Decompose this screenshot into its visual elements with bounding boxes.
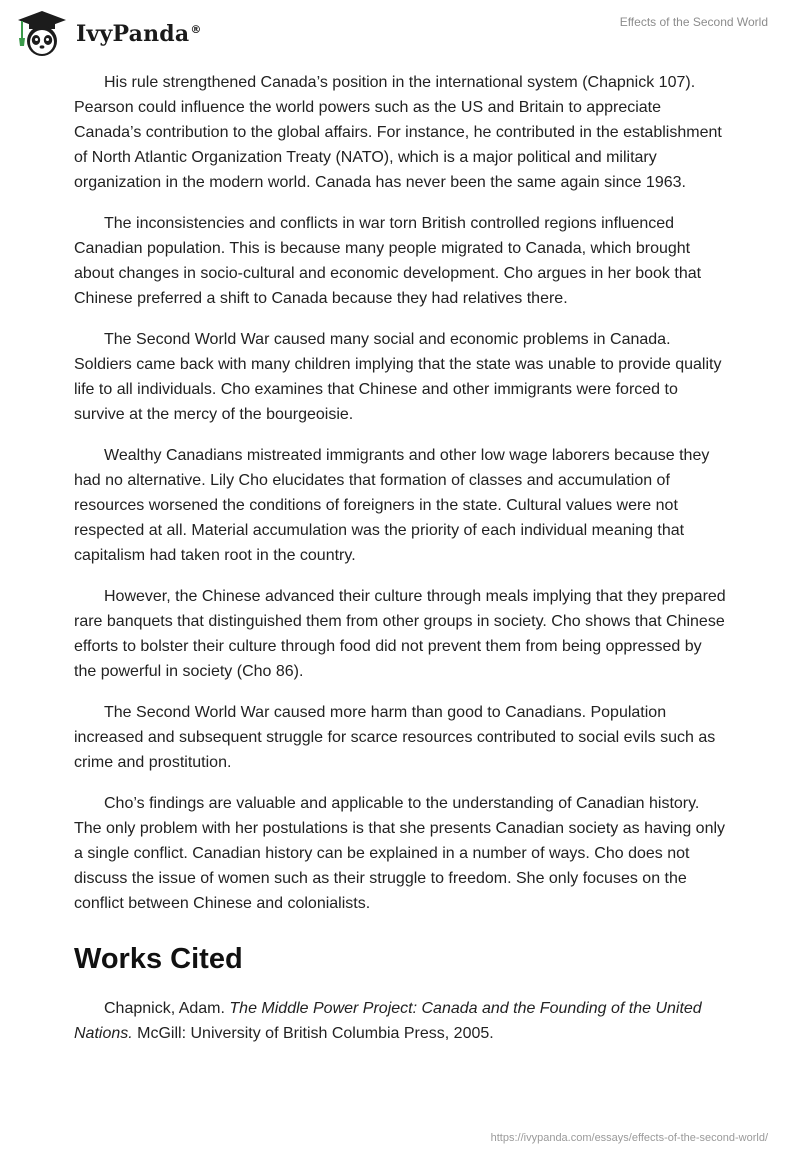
paragraph: The inconsistencies and conflicts in war torn British controlled regions influenced Canadian population. This is because many people migrated to Canada, which brought about changes in socio-cultural and economic development. Cho argues in her book that Chinese preferred a shift to Canada because they had relatives there. <box>74 215 702 307</box>
paragraph: However, the Chinese advanced their culture through meals implying that they prepared rare banquets that distinguished them from other groups in society. Cho shows that Chinese efforts to bolster their culture through food did not prevent them from being oppressed by the powerful in society (Cho 86). <box>74 588 726 680</box>
source-url[interactable]: https://ivypanda.com/essays/effects-of-the-second-world/ <box>490 1132 768 1144</box>
citation-publisher: McGill: University of British Columbia Press, 2005. <box>137 1025 494 1042</box>
panda-graduation-cap-icon <box>14 8 70 58</box>
paragraph: The Second World War caused many social and economic problems in Canada. Soldiers came back with many children implying that the state was unable to provide quality life to all individuals. Cho examines that Chinese and other immigrants were forced to survive at the mercy of the bourgeoisie. <box>74 331 722 423</box>
citation-title: The Middle Power Project: Canada and the Founding of the United Nations. <box>74 1000 702 1042</box>
brand-name: IvyPanda® <box>76 21 202 47</box>
citation-entry <box>74 996 726 1046</box>
ivypanda-logo[interactable] <box>14 8 202 58</box>
page-header <box>0 0 800 68</box>
registered-mark: ® <box>190 22 202 36</box>
citation-author: Chapnick, Adam. <box>104 1000 225 1017</box>
paragraph: Wealthy Canadians mistreated immigrants and other low wage laborers because they had no alternative. Lily Cho elucidates that formation of classes and accumulation of resources worsened the conditions of foreigners in the state. Cultural values were not respected at all. Material accumulation was the priority of each individual meaning that capitalism had taken root in the country. <box>74 447 710 564</box>
paragraph: The Second World War caused more harm than good to Canadians. Population increased and subsequent struggle for scarce resources contributed to social evils such as crime and prostitution. <box>74 704 716 771</box>
article-body <box>74 70 726 1046</box>
paragraph: His rule strengthened Canada’s position in the international system (Chapnick 107). Pearson could influence the world powers such as the US and Britain to appreciate Canada’s contribution to the global affairs. For instance, he contributed in the establishment of North Atlantic Organization Treaty (NATO), which is a major political and military organization in the modern world. Canada has never been the same again since 1963. <box>74 74 722 191</box>
paragraph: Cho’s findings are valuable and applicable to the understanding of Canadian history. The only problem with her postulations is that she presents Canadian society as having only a single conflict. Canadian history can be explained in a number of ways. Cho does not discuss the issue of women such as their struggle to freedom. She only focuses on the conflict between Chinese and colonialists. <box>74 795 726 912</box>
works-cited-heading: Works Cited <box>74 943 243 975</box>
document-title: Effects of the Second World <box>619 15 768 29</box>
